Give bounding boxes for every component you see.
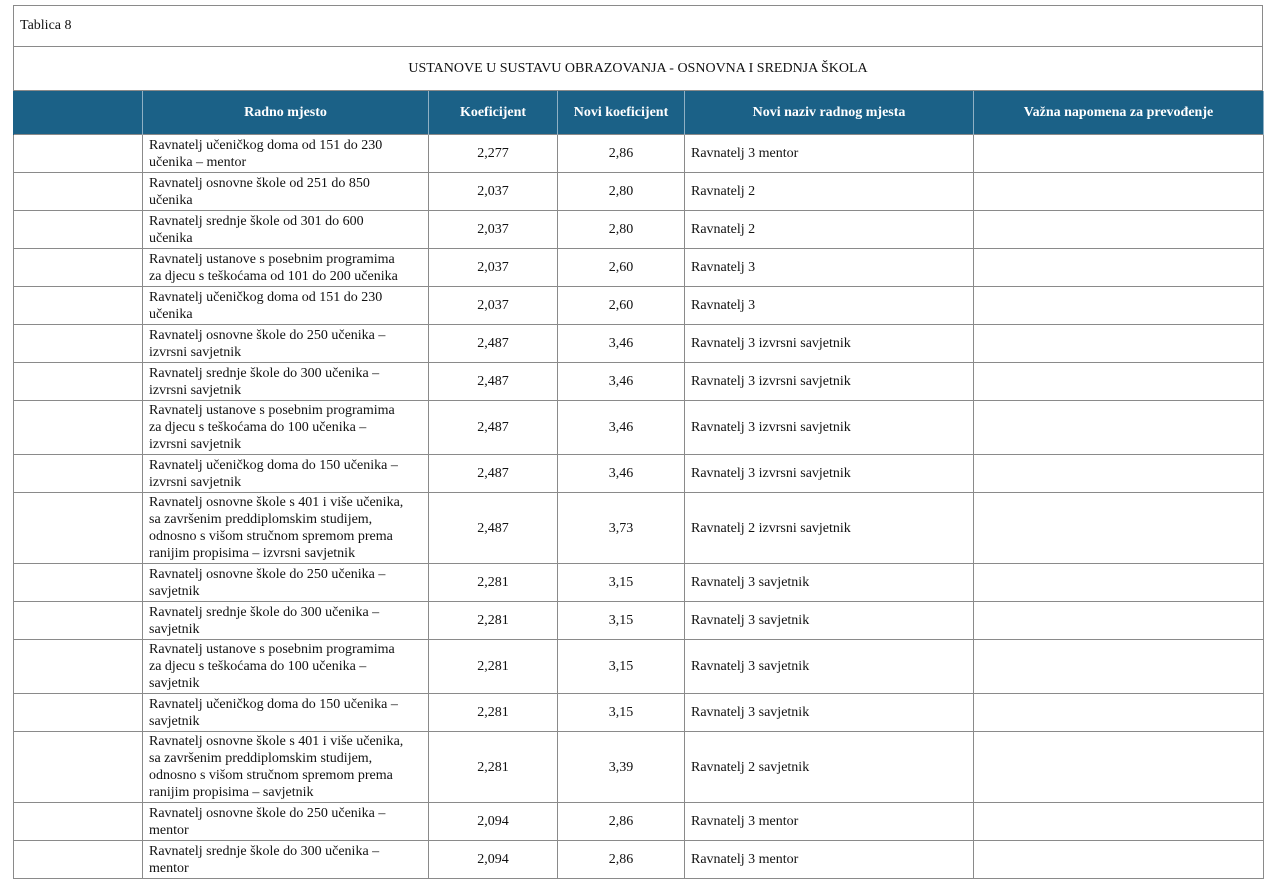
- radno-mjesto-cell: [143, 455, 429, 493]
- radno-mjesto-line: Ravnatelj učeničkog doma od 151 do 230: [149, 289, 383, 305]
- table-row: [14, 493, 1264, 564]
- radno-mjesto-line: za djecu s teškoćama od 101 do 200 učenika: [149, 268, 398, 284]
- data-table: [13, 91, 1264, 879]
- row-empty-cell: [14, 287, 143, 325]
- radno-mjesto-line: Ravnatelj srednje škole do 300 učenika –: [149, 365, 380, 381]
- radno-mjesto-cell: [143, 732, 429, 803]
- table-row: [14, 401, 1264, 455]
- novi-koeficijent-cell: 2,80: [558, 173, 685, 211]
- row-empty-cell: [14, 401, 143, 455]
- koeficijent-cell: 2,281: [429, 564, 558, 602]
- novi-naziv-cell: Ravnatelj 2: [685, 173, 974, 211]
- table-row: [14, 211, 1264, 249]
- row-empty-cell: [14, 841, 143, 879]
- table-body: [14, 135, 1264, 879]
- table-row: [14, 249, 1264, 287]
- napomena-cell: [974, 173, 1264, 211]
- radno-mjesto-cell: [143, 493, 429, 564]
- napomena-cell: [974, 249, 1264, 287]
- header-cell-koeficijent: Koeficijent: [429, 91, 558, 135]
- radno-mjesto-cell: [143, 287, 429, 325]
- koeficijent-cell: 2,487: [429, 401, 558, 455]
- radno-mjesto-line: Ravnatelj ustanove s posebnim programima: [149, 403, 395, 418]
- table-row: [14, 135, 1264, 173]
- radno-mjesto-cell: [143, 841, 429, 879]
- table-row: [14, 564, 1264, 602]
- novi-naziv-cell: Ravnatelj 3 izvrsni savjetnik: [685, 325, 974, 363]
- koeficijent-cell: 2,094: [429, 803, 558, 841]
- radno-mjesto-cell: [143, 803, 429, 841]
- novi-naziv-cell: Ravnatelj 3 mentor: [685, 841, 974, 879]
- radno-mjesto-line: sa završenim preddiplomskim studijem,: [149, 512, 373, 527]
- radno-mjesto-line: Ravnatelj srednje škole do 300 učenika –: [149, 843, 380, 859]
- table-row: [14, 803, 1264, 841]
- radno-mjesto-line: Ravnatelj osnovne škole s 401 i više učenika,: [149, 495, 404, 510]
- novi-naziv-cell: Ravnatelj 3 mentor: [685, 803, 974, 841]
- novi-koeficijent-cell: 3,15: [558, 602, 685, 640]
- novi-koeficijent-cell: 2,86: [558, 135, 685, 173]
- koeficijent-cell: 2,037: [429, 173, 558, 211]
- header-cell-novi-naziv: Novi naziv radnog mjesta: [685, 91, 974, 135]
- radno-mjesto-cell: [143, 564, 429, 602]
- novi-koeficijent-cell: 3,73: [558, 493, 685, 564]
- radno-mjesto-line: izvrsni savjetnik: [149, 344, 242, 360]
- row-empty-cell: [14, 493, 143, 564]
- koeficijent-cell: 2,037: [429, 249, 558, 287]
- napomena-cell: [974, 325, 1264, 363]
- radno-mjesto-line: sa završenim preddiplomskim studijem,: [149, 751, 373, 766]
- napomena-cell: [974, 287, 1264, 325]
- radno-mjesto-line: Ravnatelj učeničkog doma do 150 učenika –: [149, 696, 398, 712]
- table-row: [14, 694, 1264, 732]
- table-row: [14, 602, 1264, 640]
- napomena-cell: [974, 602, 1264, 640]
- radno-mjesto-line: ranijim propisima – savjetnik: [149, 785, 314, 800]
- napomena-cell: [974, 803, 1264, 841]
- koeficijent-cell: 2,487: [429, 363, 558, 401]
- novi-koeficijent-cell: 3,39: [558, 732, 685, 803]
- radno-mjesto-line: Ravnatelj osnovne škole do 250 učenika –: [149, 805, 386, 821]
- row-empty-cell: [14, 249, 143, 287]
- radno-mjesto-line: Ravnatelj ustanove s posebnim programima: [149, 251, 395, 267]
- row-empty-cell: [14, 694, 143, 732]
- radno-mjesto-line: Ravnatelj osnovne škole do 250 učenika –: [149, 566, 386, 582]
- novi-koeficijent-cell: 2,86: [558, 803, 685, 841]
- radno-mjesto-line: mentor: [149, 860, 189, 876]
- koeficijent-cell: 2,281: [429, 640, 558, 694]
- koeficijent-cell: 2,281: [429, 602, 558, 640]
- koeficijent-cell: 2,277: [429, 135, 558, 173]
- radno-mjesto-cell: [143, 694, 429, 732]
- novi-naziv-cell: Ravnatelj 3 mentor: [685, 135, 974, 173]
- document-table-frame: [13, 5, 1263, 879]
- novi-naziv-cell: Ravnatelj 3: [685, 287, 974, 325]
- radno-mjesto-cell: [143, 401, 429, 455]
- novi-koeficijent-cell: 2,60: [558, 287, 685, 325]
- table-header: [14, 91, 1264, 135]
- row-empty-cell: [14, 363, 143, 401]
- radno-mjesto-line: Ravnatelj osnovne škole od 251 do 850: [149, 175, 370, 191]
- novi-koeficijent-cell: 3,15: [558, 694, 685, 732]
- radno-mjesto-line: Ravnatelj ustanove s posebnim programima: [149, 642, 395, 657]
- novi-koeficijent-cell: 3,46: [558, 401, 685, 455]
- radno-mjesto-line: za djecu s teškoćama do 100 učenika –: [149, 659, 367, 674]
- koeficijent-cell: 2,037: [429, 211, 558, 249]
- header-cell-napomena: Važna napomena za prevođenje: [974, 91, 1264, 135]
- novi-naziv-cell: Ravnatelj 3 savjetnik: [685, 564, 974, 602]
- napomena-cell: [974, 455, 1264, 493]
- table-row: [14, 363, 1264, 401]
- table-title: USTANOVE U SUSTAVU OBRAZOVANJA - OSNOVNA I SREDNJA ŠKOLA: [13, 47, 1263, 91]
- koeficijent-cell: 2,094: [429, 841, 558, 879]
- novi-naziv-cell: Ravnatelj 2: [685, 211, 974, 249]
- novi-koeficijent-cell: 2,86: [558, 841, 685, 879]
- header-row: [14, 91, 1264, 135]
- table-row: [14, 287, 1264, 325]
- napomena-cell: [974, 401, 1264, 455]
- table-row: [14, 732, 1264, 803]
- napomena-cell: [974, 493, 1264, 564]
- radno-mjesto-line: Ravnatelj osnovne škole do 250 učenika –: [149, 327, 386, 343]
- table-row: [14, 841, 1264, 879]
- radno-mjesto-line: savjetnik: [149, 583, 200, 599]
- radno-mjesto-cell: [143, 211, 429, 249]
- radno-mjesto-cell: [143, 173, 429, 211]
- radno-mjesto-line: izvrsni savjetnik: [149, 437, 242, 452]
- radno-mjesto-line: odnosno s višom stručnom spremom prema: [149, 529, 393, 544]
- napomena-cell: [974, 640, 1264, 694]
- napomena-cell: [974, 841, 1264, 879]
- row-empty-cell: [14, 325, 143, 363]
- row-empty-cell: [14, 640, 143, 694]
- radno-mjesto-line: savjetnik: [149, 676, 200, 691]
- novi-naziv-cell: Ravnatelj 2 savjetnik: [685, 732, 974, 803]
- radno-mjesto-line: odnosno s višom stručnom spremom prema: [149, 768, 393, 783]
- radno-mjesto-line: za djecu s teškoćama do 100 učenika –: [149, 420, 367, 435]
- radno-mjesto-line: izvrsni savjetnik: [149, 474, 242, 490]
- row-empty-cell: [14, 173, 143, 211]
- radno-mjesto-line: Ravnatelj srednje škole od 301 do 600: [149, 213, 364, 229]
- radno-mjesto-cell: [143, 135, 429, 173]
- row-empty-cell: [14, 732, 143, 803]
- radno-mjesto-cell: [143, 325, 429, 363]
- radno-mjesto-cell: [143, 640, 429, 694]
- radno-mjesto-line: ranijim propisima – izvrsni savjetnik: [149, 546, 356, 561]
- napomena-cell: [974, 564, 1264, 602]
- radno-mjesto-cell: [143, 249, 429, 287]
- novi-koeficijent-cell: 3,46: [558, 325, 685, 363]
- row-empty-cell: [14, 211, 143, 249]
- radno-mjesto-line: savjetnik: [149, 621, 200, 637]
- napomena-cell: [974, 363, 1264, 401]
- table-row: [14, 173, 1264, 211]
- radno-mjesto-line: Ravnatelj srednje škole do 300 učenika –: [149, 604, 380, 620]
- novi-naziv-cell: Ravnatelj 3 izvrsni savjetnik: [685, 455, 974, 493]
- novi-naziv-cell: Ravnatelj 3 izvrsni savjetnik: [685, 401, 974, 455]
- row-empty-cell: [14, 803, 143, 841]
- koeficijent-cell: 2,487: [429, 455, 558, 493]
- novi-koeficijent-cell: 2,60: [558, 249, 685, 287]
- row-empty-cell: [14, 602, 143, 640]
- novi-koeficijent-cell: 2,80: [558, 211, 685, 249]
- radno-mjesto-line: Ravnatelj osnovne škole s 401 i više učenika,: [149, 734, 404, 749]
- koeficijent-cell: 2,487: [429, 493, 558, 564]
- radno-mjesto-line: učenika: [149, 306, 193, 322]
- header-cell-novi-koeficijent: Novi koeficijent: [558, 91, 685, 135]
- radno-mjesto-line: učenika: [149, 230, 193, 246]
- novi-koeficijent-cell: 3,15: [558, 564, 685, 602]
- koeficijent-cell: 2,487: [429, 325, 558, 363]
- header-cell-empty: [14, 91, 143, 135]
- novi-naziv-cell: Ravnatelj 3 savjetnik: [685, 694, 974, 732]
- radno-mjesto-cell: [143, 363, 429, 401]
- novi-naziv-cell: Ravnatelj 2 izvrsni savjetnik: [685, 493, 974, 564]
- row-empty-cell: [14, 564, 143, 602]
- novi-koeficijent-cell: 3,15: [558, 640, 685, 694]
- radno-mjesto-line: izvrsni savjetnik: [149, 382, 242, 398]
- koeficijent-cell: 2,281: [429, 694, 558, 732]
- header-cell-radno-mjesto: Radno mjesto: [143, 91, 429, 135]
- novi-naziv-cell: Ravnatelj 3 savjetnik: [685, 602, 974, 640]
- radno-mjesto-line: Ravnatelj učeničkog doma do 150 učenika –: [149, 457, 398, 473]
- novi-koeficijent-cell: 3,46: [558, 455, 685, 493]
- row-empty-cell: [14, 135, 143, 173]
- row-empty-cell: [14, 455, 143, 493]
- table-row: [14, 325, 1264, 363]
- koeficijent-cell: 2,037: [429, 287, 558, 325]
- radno-mjesto-cell: [143, 602, 429, 640]
- radno-mjesto-line: savjetnik: [149, 713, 200, 729]
- radno-mjesto-line: Ravnatelj učeničkog doma od 151 do 230: [149, 137, 383, 153]
- novi-naziv-cell: Ravnatelj 3 savjetnik: [685, 640, 974, 694]
- table-caption: Tablica 8: [13, 5, 1263, 47]
- radno-mjesto-line: mentor: [149, 822, 189, 838]
- radno-mjesto-line: učenika: [149, 192, 193, 208]
- napomena-cell: [974, 694, 1264, 732]
- napomena-cell: [974, 211, 1264, 249]
- novi-koeficijent-cell: 3,46: [558, 363, 685, 401]
- napomena-cell: [974, 732, 1264, 803]
- table-row: [14, 455, 1264, 493]
- novi-naziv-cell: Ravnatelj 3: [685, 249, 974, 287]
- novi-naziv-cell: Ravnatelj 3 izvrsni savjetnik: [685, 363, 974, 401]
- napomena-cell: [974, 135, 1264, 173]
- koeficijent-cell: 2,281: [429, 732, 558, 803]
- table-row: [14, 640, 1264, 694]
- radno-mjesto-line: učenika – mentor: [149, 154, 247, 170]
